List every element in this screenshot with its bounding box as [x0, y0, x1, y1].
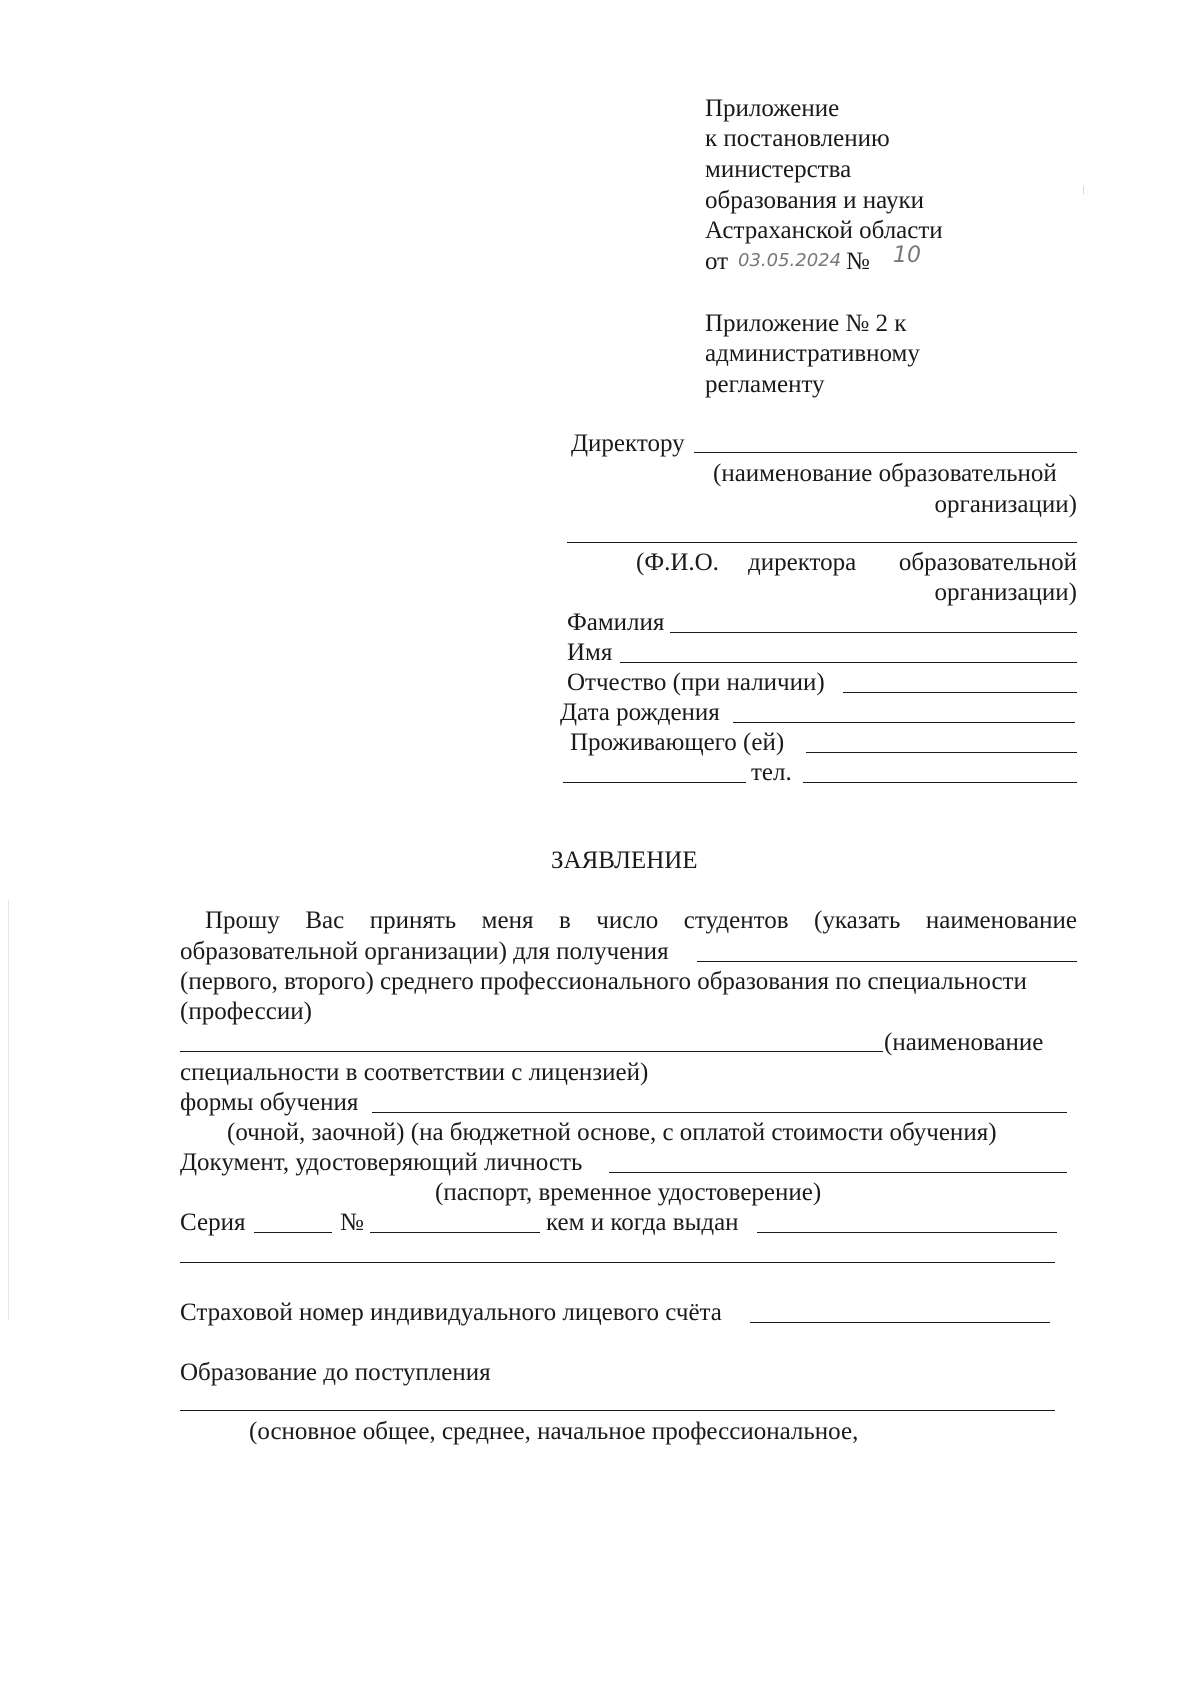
- residing-label: Проживающего (ей): [570, 729, 785, 756]
- address-field-line[interactable]: [563, 782, 746, 783]
- handwritten-number: 10: [893, 243, 921, 268]
- fio-hint-2: организации): [934, 579, 1077, 606]
- request-word: меня: [481, 907, 534, 934]
- request-line-1: [205, 908, 1077, 933]
- request-word: принять: [369, 907, 457, 934]
- doc-number-label: №: [340, 1209, 364, 1236]
- fio-hint-1: (Ф.И.О.: [636, 549, 719, 576]
- id-document-field-line[interactable]: [609, 1172, 1067, 1173]
- director-label: Директору: [571, 430, 685, 457]
- education-hint: (основное общее, среднее, начальное профессиональное,: [249, 1418, 859, 1445]
- appendix-line: Астраханской области: [705, 217, 943, 244]
- study-form-field-line[interactable]: [372, 1112, 1067, 1113]
- request-word: Вас: [305, 907, 345, 934]
- specialty-field-line[interactable]: [180, 1051, 883, 1052]
- request-word: наименование: [925, 907, 1077, 934]
- specialty-hint-b: специальности в соответствии с лицензией): [180, 1059, 649, 1086]
- request-word: число: [596, 907, 659, 934]
- snils-field-line[interactable]: [750, 1322, 1050, 1323]
- appendix2-line: Приложение № 2 к: [705, 310, 907, 337]
- request-word: студентов: [683, 907, 789, 934]
- snils-label: Страховой номер индивидуального лицевого счёта: [180, 1299, 722, 1326]
- director-fio-line[interactable]: [567, 542, 1077, 543]
- fio-hint-1c: образовательной: [898, 549, 1077, 576]
- issued-by-continuation-line[interactable]: [180, 1262, 1055, 1263]
- appendix-line: образования и науки: [705, 187, 924, 214]
- request-word: Прошу: [205, 907, 280, 934]
- name-label: Имя: [567, 639, 613, 666]
- director-field-line[interactable]: [694, 452, 1077, 453]
- birth-date-label: Дата рождения: [560, 699, 720, 726]
- phone-label: тел.: [751, 759, 792, 786]
- issued-by-field-line[interactable]: [757, 1232, 1057, 1233]
- number-sign: №: [846, 248, 870, 275]
- series-field-line[interactable]: [254, 1232, 332, 1233]
- series-label: Серия: [180, 1209, 246, 1236]
- appendix2-line: административному: [705, 340, 920, 367]
- appendix-line: Приложение: [705, 95, 840, 122]
- org-hint-1: (наименование образовательной: [713, 460, 1057, 487]
- document-title: ЗАЯВЛЕНИЕ: [551, 847, 698, 874]
- doc-number-field-line[interactable]: [370, 1232, 540, 1233]
- surname-field-line[interactable]: [670, 632, 1077, 633]
- patronymic-field-line[interactable]: [843, 692, 1077, 693]
- surname-label: Фамилия: [567, 609, 665, 636]
- id-document-label: Документ, удостоверяющий личность: [180, 1149, 583, 1176]
- organization-field-line[interactable]: [697, 961, 1077, 962]
- handwritten-date: 03.05.2024: [738, 250, 842, 271]
- residing-field-line[interactable]: [806, 752, 1077, 753]
- request-line-4: (профессии): [180, 998, 312, 1025]
- patronymic-label: Отчество (при наличии): [567, 669, 825, 696]
- request-word: (указать: [814, 907, 901, 934]
- fio-hint-1b: директора: [748, 549, 857, 576]
- org-hint-2: организации): [934, 491, 1077, 518]
- scan-speck: [1083, 186, 1084, 194]
- request-word: в: [558, 907, 571, 934]
- appendix-date-prefix: от: [705, 248, 729, 275]
- study-form-label: формы обучения: [180, 1089, 359, 1116]
- education-field-line[interactable]: [180, 1410, 1055, 1411]
- appendix-line: к постановлению: [705, 125, 890, 152]
- request-line-2: образовательной организации) для получения: [180, 938, 669, 965]
- id-document-hint: (паспорт, временное удостоверение): [435, 1179, 822, 1206]
- name-field-line[interactable]: [620, 662, 1077, 663]
- birth-date-field-line[interactable]: [733, 722, 1075, 723]
- request-line-3: (первого, второго) среднего профессионального образования по специальности: [180, 968, 1027, 995]
- appendix-line: министерства: [705, 156, 852, 183]
- appendix2-line: регламенту: [705, 371, 825, 398]
- phone-field-line[interactable]: [803, 782, 1077, 783]
- issued-by-label: кем и когда выдан: [546, 1209, 739, 1236]
- specialty-hint-a: (наименование: [884, 1029, 1044, 1056]
- study-form-hint: (очной, заочной) (на бюджетной основе, с оплатой стоимости обучения): [227, 1119, 997, 1146]
- education-label: Образование до поступления: [180, 1359, 491, 1386]
- scan-edge-mark: [8, 900, 9, 1320]
